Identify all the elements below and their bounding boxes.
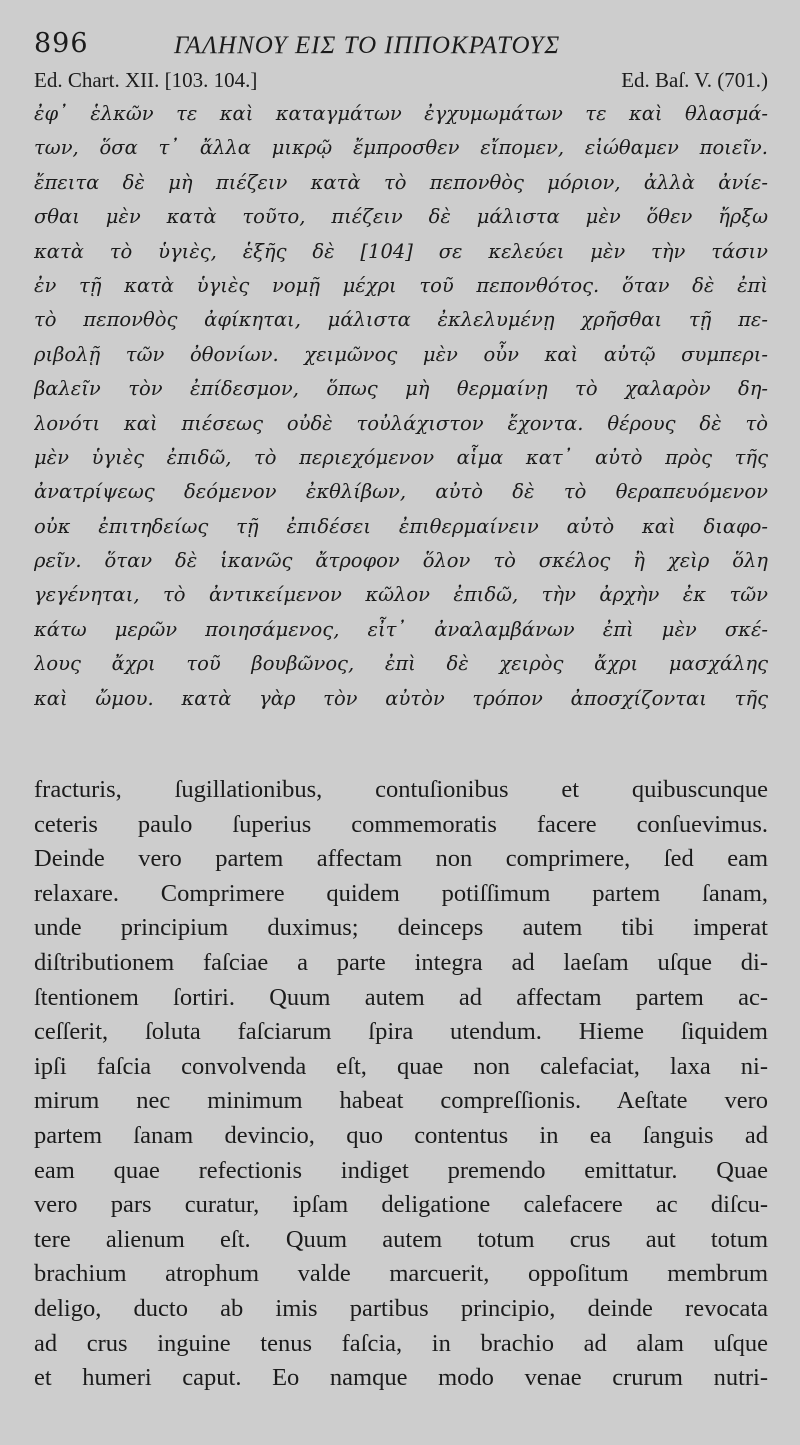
edition-line	[34, 68, 768, 94]
greek-text-block	[34, 97, 768, 716]
latin-text-line: fracturis, ſugillationibus, contuſionibus et quibuscunque	[34, 776, 768, 803]
latin-text-line: eam quae refectionis indiget premendo emittatur. Quae	[34, 1156, 768, 1184]
edition-reference-basel: Ed. Baſ. V. (701.)	[621, 68, 768, 92]
greek-text-line: κατὰ τὸ ὑγιὲς, ἑξῆς δὲ [104] σε κελεύει μὲν τὴν τάσιν	[34, 239, 768, 263]
latin-text-line: diſtributionem faſciae a parte integra ad laeſam uſque di-	[34, 948, 768, 976]
latin-text-line: ceſſerit, ſoluta faſciarum ſpira utendum. Hieme ſiquidem	[34, 1018, 768, 1046]
latin-text-line: ceteris paulo ſuperius commemoratis facere conſuevimus.	[34, 810, 768, 838]
latin-text-line: et humeri caput. Eo namque modo venae crurum nutri-	[34, 1364, 768, 1392]
latin-text-line: relaxare. Comprimere quidem potiſſimum partem ſanam,	[34, 879, 768, 907]
page-number: 896	[34, 28, 89, 59]
greek-text-line: λονότι καὶ πιέσεως οὐδὲ τοὐλάχιστον ἔχοντα. θέρους δὲ τὸ	[34, 411, 768, 435]
greek-text-line: ἐν τῇ κατὰ ὑγιὲς νομῇ μέχρι τοῦ πεπονθότος. ὅταν δὲ ἐπὶ	[34, 273, 768, 297]
greek-text-line: σθαι μὲν κατὰ τοῦτο, πιέζειν δὲ μάλιστα μὲν ὅθεν ἤρξω	[34, 205, 768, 229]
greek-text-line: λους ἄχρι τοῦ βουβῶνος, ἐπὶ δὲ χειρὸς ἄχρι μασχάλης	[34, 652, 768, 676]
greek-text-line: κάτω μερῶν ποιησάμενος, εἶτ᾽ ἀναλαμβάνων ἐπὶ μὲν σκέ-	[34, 617, 768, 641]
greek-text-line: γεγένηται, τὸ ἀντικείμενον κῶλον ἐπιδῶ, τὴν ἀρχὴν ἐκ τῶν	[34, 583, 768, 607]
latin-text-line: Deinde vero partem affectam non comprimere, ſed eam	[34, 845, 768, 873]
greek-text-line: ρεῖν. ὅταν δὲ ἱκανῶς ἄτροφον ὅλον τὸ σκέλος ἢ χεὶρ ὅλη	[34, 549, 768, 573]
greek-text-line: των, ὅσα τ᾽ ἄλλα μικρῷ ἔμπροσθεν εἴπομεν, εἰώθαμεν ποιεῖν.	[34, 136, 768, 160]
latin-text-line: ad crus inguine tenus faſcia, in brachio ad alam uſque	[34, 1329, 768, 1357]
edition-reference-chartier: Ed. Chart. XII. [103. 104.]	[34, 68, 258, 92]
greek-text-line: ριβολῇ τῶν ὀθονίων. χειμῶνος μὲν οὖν καὶ αὐτῷ συμπερι-	[34, 342, 768, 366]
greek-text-line: οὐκ ἐπιτηδείως τῇ ἐπιδέσει ἐπιθερμαίνειν αὐτὸ καὶ διαφο-	[34, 514, 768, 538]
greek-text-line: βαλεῖν τὸν ἐπίδεσμον, ὅπως μὴ θερμαίνῃ τὸ χαλαρὸν δη-	[34, 377, 768, 401]
latin-text-line: brachium atrophum valde marcuerit, oppoſitum membrum	[34, 1260, 768, 1288]
greek-text-line: καὶ ὤμου. κατὰ γὰρ τὸν αὐτὸν τρόπον ἀποσχίζονται τῆς	[34, 686, 768, 710]
greek-text-line: ἀνατρίψεως δεόμενον ἐκθλίβων, αὐτὸ δὲ τὸ θεραπευόμενον	[34, 480, 768, 504]
latin-text-line: vero pars curatur, ipſam deligatione calefacere ac diſcu-	[34, 1191, 768, 1219]
greek-text-line: ἐφ᾽ ἑλκῶν τε καὶ καταγμάτων ἐγχυμωμάτων τε καὶ θλασμά-	[34, 102, 768, 125]
running-title: ΓΑΛΗΝΟΥ ΕΙΣ ΤΟ ΙΠΠΟΚΡΑΤΟΥΣ	[174, 32, 561, 59]
greek-text-line: μὲν ὑγιὲς ἐπιδῶ, τὸ περιεχόμενον αἷμα κατ᾽ αὐτὸ πρὸς τῆς	[34, 445, 768, 469]
latin-text-line: tere alienum eſt. Quum autem totum crus aut totum	[34, 1225, 768, 1253]
latin-text-line: ſtentionem ſortiri. Quum autem ad affectam partem ac-	[34, 983, 768, 1011]
latin-text-line: deligo, ducto ab imis partibus principio, deinde revocata	[34, 1294, 768, 1322]
latin-text-block	[34, 773, 768, 1396]
page-header	[34, 28, 774, 64]
latin-text-line: partem ſanam devincio, quo contentus in ea ſanguis ad	[34, 1121, 768, 1149]
latin-text-line: unde principium duximus; deinceps autem tibi imperat	[34, 914, 768, 942]
greek-text-line: τὸ πεπονθὸς ἀφίκηται, μάλιστα ἐκλελυμένῃ χρῆσθαι τῇ πε-	[34, 308, 768, 332]
latin-text-line: ipſi faſcia convolvenda eſt, quae non calefaciat, laxa ni-	[34, 1052, 768, 1080]
greek-text-line: ἔπειτα δὲ μὴ πιέζειν κατὰ τὸ πεπονθὸς μόριον, ἀλλὰ ἀνίε-	[34, 170, 768, 194]
latin-text-line: mirum nec minimum habeat compreſſionis. Aeſtate vero	[34, 1087, 768, 1115]
